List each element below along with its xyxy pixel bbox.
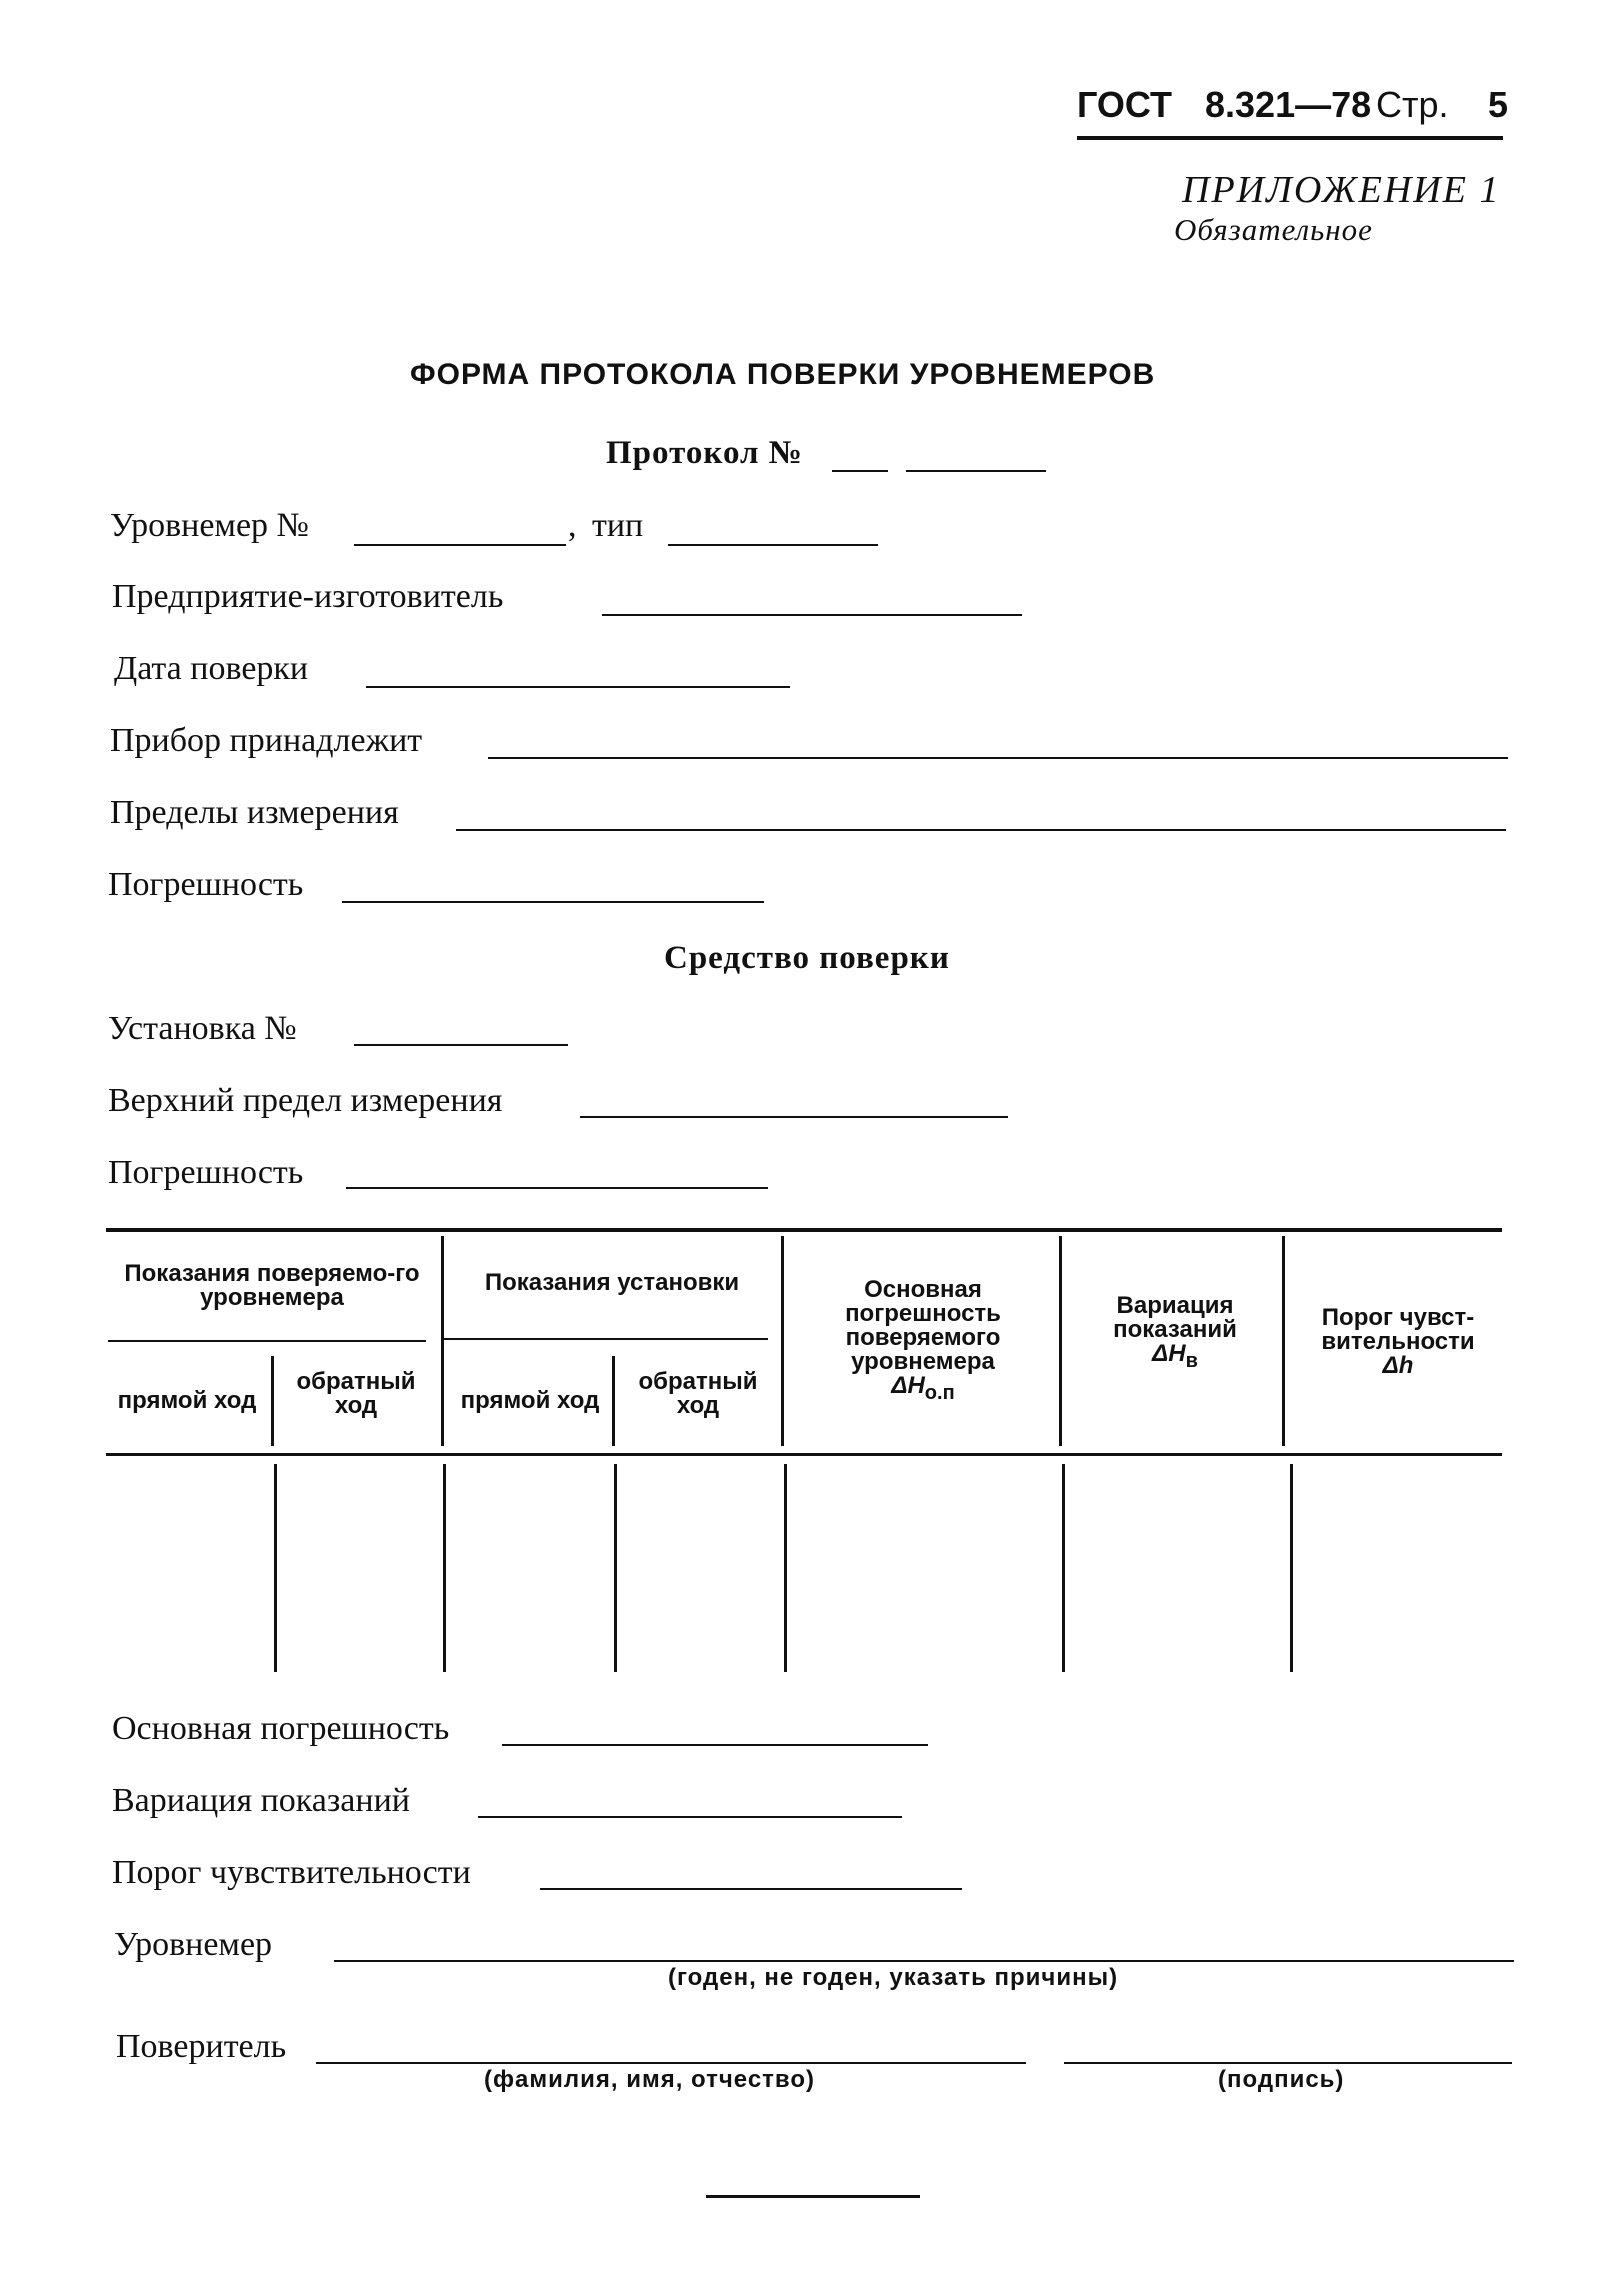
table-col-line-5 xyxy=(1059,1236,1062,1446)
error-line[interactable] xyxy=(342,901,764,903)
header-rule xyxy=(1077,136,1503,140)
threshold-text: Порог чувст-вительности xyxy=(1321,1304,1475,1355)
main-error-symbol: ΔH xyxy=(891,1372,925,1399)
verifier-signature-hint: (подпись) xyxy=(1218,2066,1345,2093)
table-col-line-3 xyxy=(612,1356,615,1446)
protocol-year-line xyxy=(906,470,1046,472)
gauge-number-line[interactable] xyxy=(354,544,566,546)
table-col-line-1 xyxy=(271,1356,274,1446)
gauge-verdict-hint: (годен, не годен, указать причины) xyxy=(668,1964,1119,1991)
gauge-verdict-label: Уровнемер xyxy=(114,1926,273,1963)
table-header-threshold xyxy=(1298,1306,1498,1378)
variation-text: Вариация показаний xyxy=(1113,1292,1237,1343)
gauge-number-label: Уровнемер № xyxy=(110,507,309,544)
upper-limit-line[interactable] xyxy=(580,1116,1008,1118)
installation-line[interactable] xyxy=(354,1044,568,1046)
manufacturer-line[interactable] xyxy=(602,614,1022,616)
standard-label: ГОСТ xyxy=(1077,84,1173,125)
threshold-label: Порог чувствительности xyxy=(112,1854,471,1891)
table-body-line-5 xyxy=(1062,1464,1065,1672)
verifier-label: Поверитель xyxy=(116,2028,287,2065)
type-label: тип xyxy=(592,507,644,544)
main-error-subscript: о.п xyxy=(924,1381,955,1404)
date-line[interactable] xyxy=(366,686,790,688)
standard-code: 8.321—78 xyxy=(1205,84,1372,125)
table-col-line-6 xyxy=(1282,1236,1285,1446)
page-number: 5 xyxy=(1488,84,1509,125)
range-label: Пределы измерения xyxy=(110,794,399,831)
table-header-main-error xyxy=(790,1278,1056,1405)
table-top-rule xyxy=(106,1228,1502,1232)
table-body-line-4 xyxy=(784,1464,787,1672)
date-label: Дата поверки xyxy=(114,650,309,687)
table-body-line-1 xyxy=(274,1464,277,1672)
table-header-gauge-reverse: обратный ход xyxy=(296,1368,416,1419)
verifier-name-hint: (фамилия, имя, отчество) xyxy=(484,2066,816,2093)
table-header-installation-forward: прямой ход xyxy=(460,1387,600,1414)
appendix-title: ПРИЛОЖЕНИЕ 1 xyxy=(1182,169,1501,211)
end-rule xyxy=(706,2195,920,2198)
table-header-gauge-readings: Показания поверяемо-го уровнемера xyxy=(124,1260,420,1311)
owner-label: Прибор принадлежит xyxy=(110,722,423,759)
table-group-rule-1 xyxy=(108,1340,426,1342)
table-col-line-4 xyxy=(781,1236,784,1446)
installation-label: Установка № xyxy=(108,1010,297,1047)
verifier-signature-line[interactable] xyxy=(1064,2062,1512,2064)
table-header-installation-reverse: обратный ход xyxy=(638,1368,758,1419)
type-separator: , xyxy=(568,507,577,544)
table-header-installation-readings: Показания установки xyxy=(484,1269,740,1296)
error-label: Погрешность xyxy=(108,866,304,903)
main-error-text: Основная погрешность поверяемого уровнемера xyxy=(845,1276,1001,1375)
form-title: ФОРМА ПРОТОКОЛА ПОВЕРКИ УРОВНЕМЕРОВ xyxy=(410,358,1156,391)
variation-label: Вариация показаний xyxy=(112,1782,410,1819)
table-header-gauge-forward: прямой ход xyxy=(117,1387,257,1414)
table-group-rule-2 xyxy=(444,1338,768,1340)
gauge-verdict-line[interactable] xyxy=(334,1960,1514,1962)
main-error-line[interactable] xyxy=(502,1744,928,1746)
manufacturer-label: Предприятие-изготовитель xyxy=(112,578,504,615)
appendix-status: Обязательное xyxy=(1174,212,1373,247)
verification-means-title: Средство поверки xyxy=(664,940,950,976)
variation-subscript: в xyxy=(1185,1349,1198,1372)
threshold-line[interactable] xyxy=(540,1888,962,1890)
table-body-line-2 xyxy=(443,1464,446,1672)
main-error-label: Основная погрешность xyxy=(112,1710,450,1747)
table-col-line-2 xyxy=(441,1236,444,1446)
owner-line[interactable] xyxy=(488,757,1508,759)
variation-line[interactable] xyxy=(478,1816,902,1818)
protocol-label: Протокол № xyxy=(606,435,803,471)
protocol-number-line xyxy=(832,470,888,472)
variation-symbol: ΔH xyxy=(1152,1340,1186,1367)
table-body-line-3 xyxy=(614,1464,617,1672)
means-error-line[interactable] xyxy=(346,1187,768,1189)
table-body-line-6 xyxy=(1290,1464,1293,1672)
upper-limit-label: Верхний предел измерения xyxy=(108,1082,503,1119)
threshold-symbol: Δh xyxy=(1382,1352,1414,1379)
means-error-label: Погрешность xyxy=(108,1154,304,1191)
page-label: Стр. xyxy=(1376,84,1449,125)
verifier-name-line[interactable] xyxy=(316,2062,1026,2064)
range-line[interactable] xyxy=(456,829,1506,831)
table-header-variation xyxy=(1080,1294,1270,1373)
table-header-bottom-rule xyxy=(106,1453,1502,1456)
type-line[interactable] xyxy=(668,544,878,546)
